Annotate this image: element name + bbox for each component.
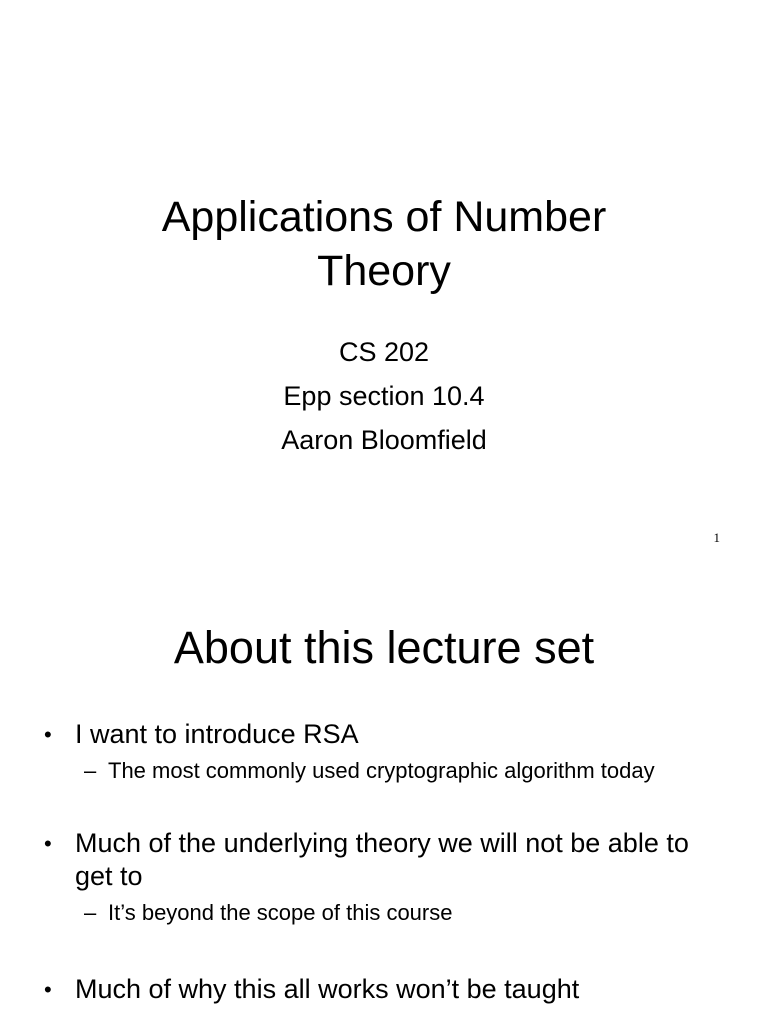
page-number: 1: [713, 530, 720, 545]
title-line: Theory: [317, 247, 451, 295]
bullet-item: [44, 827, 722, 893]
author-name: Aaron Bloomfield: [281, 425, 487, 455]
sub-bullet-text: It’s beyond the scope of this course: [108, 900, 453, 925]
slide-title: About this lecture set: [173, 622, 595, 673]
bullet-icon: •: [44, 977, 52, 1002]
bullet-text: Much of why this all works won’t be taught: [75, 974, 580, 1004]
sub-bullet-text: The most commonly used cryptographic algorithm today: [108, 758, 655, 783]
title-line: Applications of Number: [161, 193, 607, 241]
bullet-item: [44, 718, 722, 751]
bullet-text: Much of the underlying theory we will not be able to get to: [75, 828, 689, 891]
sub-bullet-item: [84, 757, 722, 784]
dash-icon: –: [84, 758, 97, 783]
bullet-item: [44, 973, 722, 1006]
section-ref: Epp section 10.4: [283, 381, 485, 411]
course-code: CS 202: [338, 337, 430, 367]
bullet-icon: •: [44, 831, 52, 856]
slide-title: [0, 190, 768, 298]
dash-icon: –: [84, 900, 97, 925]
sub-bullet-item: [84, 899, 722, 926]
bullet-icon: •: [44, 722, 52, 747]
slide-subtitle: [0, 330, 768, 462]
bullet-list: [44, 718, 722, 1006]
slide-2: [0, 576, 768, 1024]
bullet-text: I want to introduce RSA: [75, 719, 359, 749]
